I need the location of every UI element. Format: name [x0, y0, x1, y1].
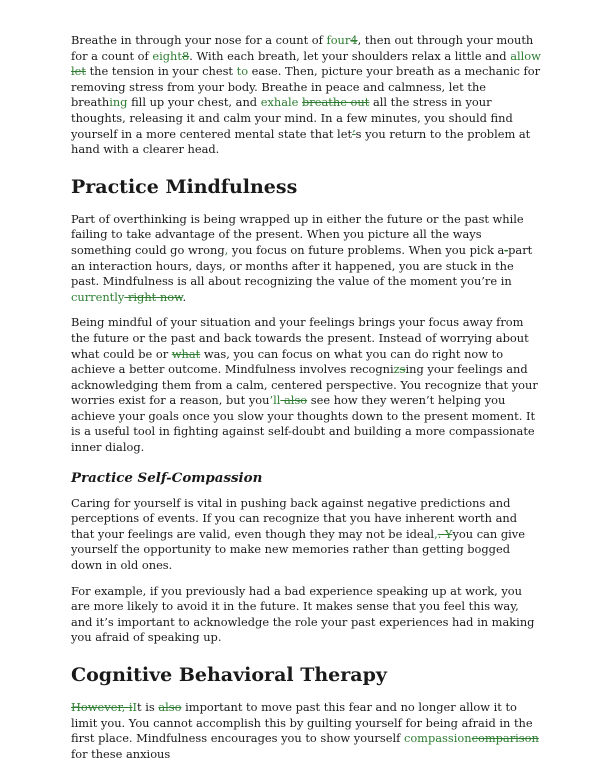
tracked-insertion: currently [71, 289, 125, 304]
text-run: Part of overthinking is being wrapped up in either the future or the past while failing to take advantage of the present. When you picture all the ways something could go wrong [71, 211, 524, 257]
text-run: important to move past this fear and no longer allow it to limit you. You cannot accomplish this by guilting yourself for being afraid in the first place. Mindfulness encourages you to show yourself [71, 700, 533, 746]
text-run: ease. Then, picture your breath as a mechanic for removing stress from your body. Breathe in peace and calmness, let the breath [71, 64, 541, 110]
tracked-deletion: also [158, 700, 182, 714]
tracked-deletion: breathe out [302, 95, 370, 110]
text-run: the tension in your chest [85, 64, 237, 79]
tracked-deletion: also [280, 393, 308, 408]
tracked-deletion: comparison [471, 731, 539, 746]
text-run: fill up your chest, and [127, 95, 261, 110]
tracked-deletion: . Y [437, 526, 453, 541]
tracked-deletion: 4 [350, 33, 358, 47]
tracked-deletion: right now [124, 289, 183, 304]
tracked-deletion: ’ [352, 126, 356, 141]
text-run: for these anxious [71, 746, 171, 761]
heading-cognitive-behavioral-therapy: Cognitive Behavioral Therapy [71, 664, 387, 686]
text-run: Breathe in through your nose for a count of [71, 33, 327, 47]
text-run: For example, if you previously had a bad experience speaking up at work, you are more likely to avoid it in the future. It makes sense that you feel this way, and it’s important to acknowledge the role your past experiences had in making you afraid of speaking up. [71, 583, 535, 645]
text-run: . [182, 289, 187, 304]
text-run: all the stress in your thoughts, releasing it and calm your mind. In a few minutes, you should find yourself in a more centered mental state that let [71, 95, 513, 141]
tracked-insertion: I [132, 700, 138, 714]
tracked-deletion: 8 [181, 48, 190, 63]
text-run: you can give yourself the opportunity to make new memories rather than getting bogged down in old ones. [71, 526, 525, 573]
paragraph-self-compassion [71, 496, 543, 574]
paragraph-breathing [71, 33, 543, 158]
tracked-deletion: what [171, 346, 201, 361]
tracked-deletion: However, i [71, 700, 133, 714]
tracked-insertion: allow [510, 48, 541, 63]
tracked-insertion: , [434, 526, 438, 541]
text-run: you focus on future problems. When you pick a [228, 242, 505, 257]
text-run: Caring for yourself is vital in pushing back against negative predictions and perceptions of events. If you can recognize that you have inherent worth and that your feelings are valid, even though they may not be ideal [71, 495, 518, 541]
tracked-insertion: z [393, 362, 400, 377]
tracked-deletion: - [504, 242, 509, 257]
text-run: Being mindful of your situation and your feelings brings your focus away from the future or the past and back towards the present. Instead of worrying about what could be or [71, 315, 529, 361]
text-run: see how they weren’t helping you achieve your goals once you slow your thoughts down to the present moment. It is a useful tool in fighting against self-doubt and building a more compassionate inner dialog. [71, 393, 536, 455]
tracked-insertion: exhale [260, 95, 299, 110]
text-run: . With each breath, let your shoulders relax a little and [189, 48, 511, 63]
tracked-insertion: ’ll [269, 393, 281, 408]
text-run: t is [137, 700, 159, 714]
text-run: was, you can focus on what you can do right now to achieve a better outcome. Mindfulness involves recogni [71, 346, 504, 377]
paragraph-mindfulness-detail [71, 315, 543, 455]
text-run: ing your feelings and acknowledging them from a calm, centered perspective. You recognize that your worries exist for a reason, but you [71, 362, 538, 408]
paragraph-example [71, 584, 543, 646]
paragraph-cbt [71, 700, 543, 762]
tracked-insertion: , [224, 242, 229, 257]
heading-practice-mindfulness: Practice Mindfulness [71, 175, 298, 198]
heading-practice-self-compassion: Practice Self-Compassion [71, 469, 263, 486]
tracked-insertion: to [236, 64, 249, 79]
document-body [71, 33, 543, 772]
text-run: , then out through your mouth for a count of [71, 33, 534, 63]
tracked-deletion: let [71, 64, 86, 79]
tracked-insertion: compassion [403, 731, 472, 746]
tracked-insertion: four [326, 33, 351, 47]
text-run: part an interaction hours, days, or months after it happened, you are stuck in the past. Mindfulness is all about recognizing the value of the moment you’re in [71, 242, 533, 289]
tracked-insertion: ing [109, 95, 128, 110]
paragraph-mindfulness-intro [71, 212, 543, 306]
tracked-insertion: eight [152, 48, 182, 63]
tracked-deletion: s [399, 362, 406, 377]
text-run: s you return to the problem at hand with a clearer head. [71, 126, 531, 157]
